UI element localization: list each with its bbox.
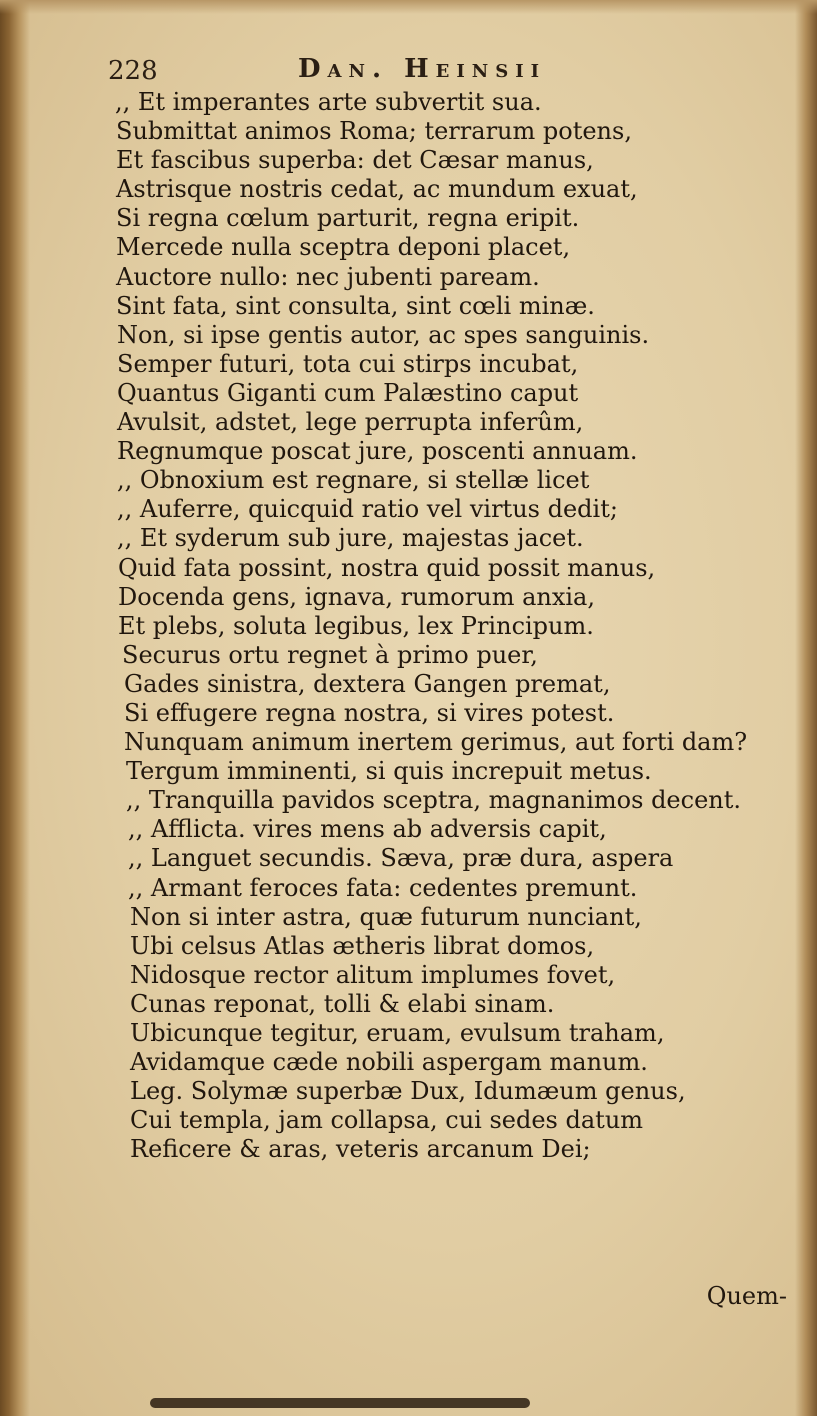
verse-line: ,, Afflicta. vires mens ab adversis capit, xyxy=(128,815,607,844)
verse-line: Si effugere regna nostra, si vires potest. xyxy=(124,698,615,727)
verse-line: ,, Armant feroces fata: cedentes premunt. xyxy=(128,873,638,902)
verse-line: Non, si ipse gentis autor, ac spes sanguinis. xyxy=(117,320,650,349)
verse-line: ,, Obnoxium est regnare, si stellæ licet xyxy=(117,466,590,495)
verse-line: Regnumque poscat jure, poscenti annuam. xyxy=(117,437,638,466)
verse-line: Quantus Giganti cum Palæstino caput xyxy=(117,378,579,407)
verse-line: Nidosque rector alitum implumes fovet, xyxy=(130,960,616,989)
verse-line: ,, Et syderum sub jure, majestas jacet. xyxy=(117,524,584,553)
verse-text xyxy=(0,88,817,1164)
catchword: Quem- xyxy=(706,1282,787,1310)
page-number: 228 xyxy=(108,56,158,86)
verse-line: Gades sinistra, dextera Gangen premat, xyxy=(124,669,611,698)
running-head: Dan. Heinsii xyxy=(298,54,547,84)
verse-line: Ubicunque tegitur, eruam, evulsum traham, xyxy=(130,1019,665,1047)
verse-line: Securus ortu regnet à primo puer, xyxy=(122,640,538,669)
verse-line: Nunquam animum inertem gerimus, aut forti dam? xyxy=(124,728,748,757)
verse-line: ,, Auferre, quicquid ratio vel virtus dedit; xyxy=(117,495,618,524)
verse-line: ,, Tranquilla pavidos sceptra, magnanimos decent. xyxy=(126,786,742,815)
verse-line: Quid fata possint, nostra quid possit manus, xyxy=(118,553,656,582)
verse-line: Leg. Solymæ superbæ Dux, Idumæum genus, xyxy=(130,1077,686,1106)
verse-line: Mercede nulla sceptra deponi placet, xyxy=(116,233,571,262)
verse-line: Et plebs, soluta legibus, lex Principum. xyxy=(118,611,594,640)
page-top-edge xyxy=(0,0,817,14)
verse-line: Non si inter astra, quæ futurum nunciant, xyxy=(130,902,642,931)
verse-line: Sint fata, sint consulta, sint cœli minæ. xyxy=(116,291,595,320)
verse-line: Astrisque nostris cedat, ac mundum exuat, xyxy=(116,175,638,204)
verse-line: Avulsit, adstet, lege perrupta inferûm, xyxy=(117,408,584,437)
verse-line: Submittat animos Roma; terrarum potens, xyxy=(116,117,632,146)
verse-line: Tergum imminenti, si quis increpuit metus. xyxy=(126,757,652,786)
verse-line: Reficere & aras, veteris arcanum Dei; xyxy=(130,1135,591,1164)
verse-line: Si regna cœlum parturit, regna eripit. xyxy=(116,204,580,233)
verse-line: Semper futuri, tota cui stirps incubat, xyxy=(117,349,579,378)
verse-line: Cunas reponat, tolli & elabi sinam. xyxy=(130,989,555,1018)
verse-line: ,, Et imperantes arte subvertit sua. xyxy=(115,88,542,116)
verse-line: Et fascibus superba: det Cæsar manus, xyxy=(116,146,594,175)
verse-line: Avidamque cæde nobili aspergam manum. xyxy=(130,1048,648,1077)
verse-line: Ubi celsus Atlas ætheris librat domos, xyxy=(130,931,595,960)
verse-line: Docenda gens, ignava, rumorum anxia, xyxy=(118,582,595,611)
page-bottom-shadow xyxy=(150,1398,530,1408)
verse-line: ,, Languet secundis. Sæva, præ dura, aspera xyxy=(128,844,674,873)
verse-line: Cui templa, jam collapsa, cui sedes datum xyxy=(130,1106,644,1135)
verse-line: Auctore nullo: nec jubenti paream. xyxy=(116,262,540,291)
